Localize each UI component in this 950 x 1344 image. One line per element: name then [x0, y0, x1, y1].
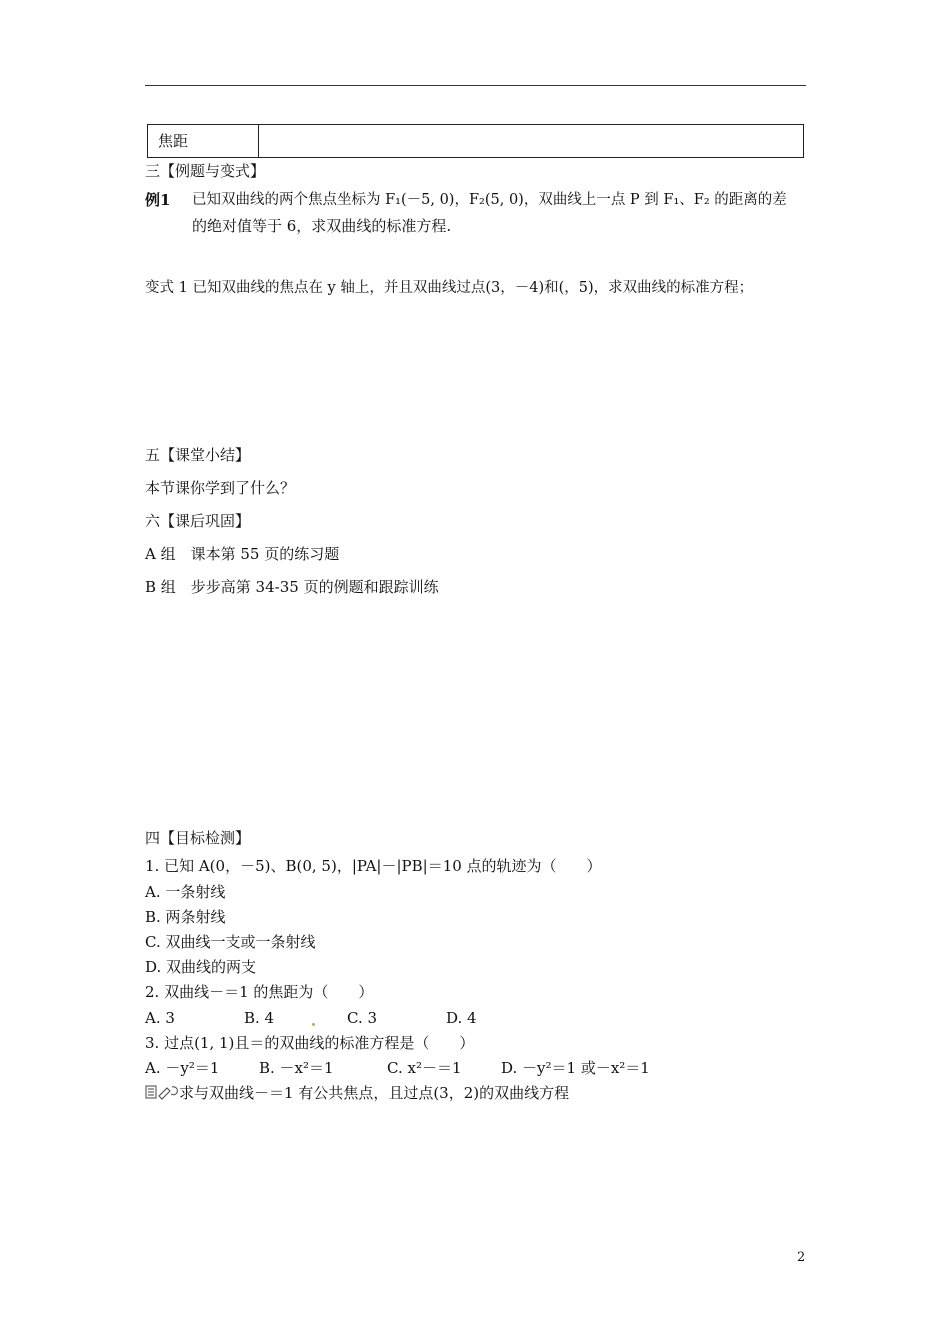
- q2-stem: 2. 双曲线－＝1 的焦距为（ ）: [145, 983, 374, 1001]
- q3-option-a: A. －y²＝1: [145, 1059, 220, 1077]
- notepad-pen-icon: [145, 1084, 179, 1105]
- focal-distance-table: [147, 124, 804, 158]
- q3-option-d: D. －y²＝1 或－x²＝1: [501, 1059, 650, 1077]
- section-5-question: 本节课你学到了什么？: [145, 479, 296, 497]
- section-6-group-b: B 组 步步高第 34-35 页的例题和跟踪训练: [145, 578, 439, 596]
- q3-option-b: B. －x²＝1: [259, 1059, 334, 1077]
- example-1-label: 例1: [145, 191, 171, 209]
- example-1-line-2: 的绝对值等于 6，求双曲线的标准方程.: [192, 217, 452, 235]
- q2-option-b: B. 4: [244, 1009, 275, 1027]
- page-number: 2: [797, 1250, 806, 1265]
- table-row-label: 焦距: [158, 132, 189, 150]
- q2-option-a: A. 3: [145, 1009, 175, 1027]
- q4-line: [145, 1083, 569, 1105]
- example-1-line-1: 已知双曲线的两个焦点坐标为 F₁(－5, 0)，F₂(5, 0)，双曲线上一点 P 到 F₁、F₂ 的距离的差: [192, 192, 787, 208]
- section-6-group-a: A 组 课本第 55 页的练习题: [145, 545, 340, 563]
- q1-option-c: C. 双曲线一支或一条射线: [145, 933, 316, 951]
- header-rule: [145, 85, 806, 86]
- q3-option-c: C. x²－＝1: [387, 1059, 462, 1077]
- section-3-title: 三【例题与变式】: [145, 162, 266, 180]
- q4-text: 求与双曲线－＝1 有公共焦点，且过点(3，2)的双曲线方程: [179, 1084, 570, 1102]
- variant-1: 变式 1 已知双曲线的焦点在 y 轴上，并且双曲线过点(3，－4)和(，5)，求双曲线的标准方程；: [145, 280, 754, 296]
- section-6-title: 六【课后巩固】: [145, 512, 251, 530]
- stray-mark: [312, 1023, 315, 1026]
- section-4-title: 四【目标检测】: [145, 829, 251, 847]
- q1-option-b: B. 两条射线: [145, 908, 226, 926]
- q2-option-c: C. 3: [347, 1009, 378, 1027]
- q3-stem: 3. 过点(1, 1)且＝的双曲线的标准方程是（ ）: [145, 1034, 475, 1052]
- q1-option-a: A. 一条射线: [145, 883, 226, 901]
- q1-stem: 1. 已知 A(0，－5)、B(0, 5)，|PA|－|PB|＝10 点的轨迹为（ ）: [145, 857, 602, 875]
- q1-option-d: D. 双曲线的两支: [145, 958, 257, 976]
- section-5-title: 五【课堂小结】: [145, 446, 251, 464]
- q2-option-d: D. 4: [446, 1009, 477, 1027]
- table-label-cell: [148, 125, 259, 157]
